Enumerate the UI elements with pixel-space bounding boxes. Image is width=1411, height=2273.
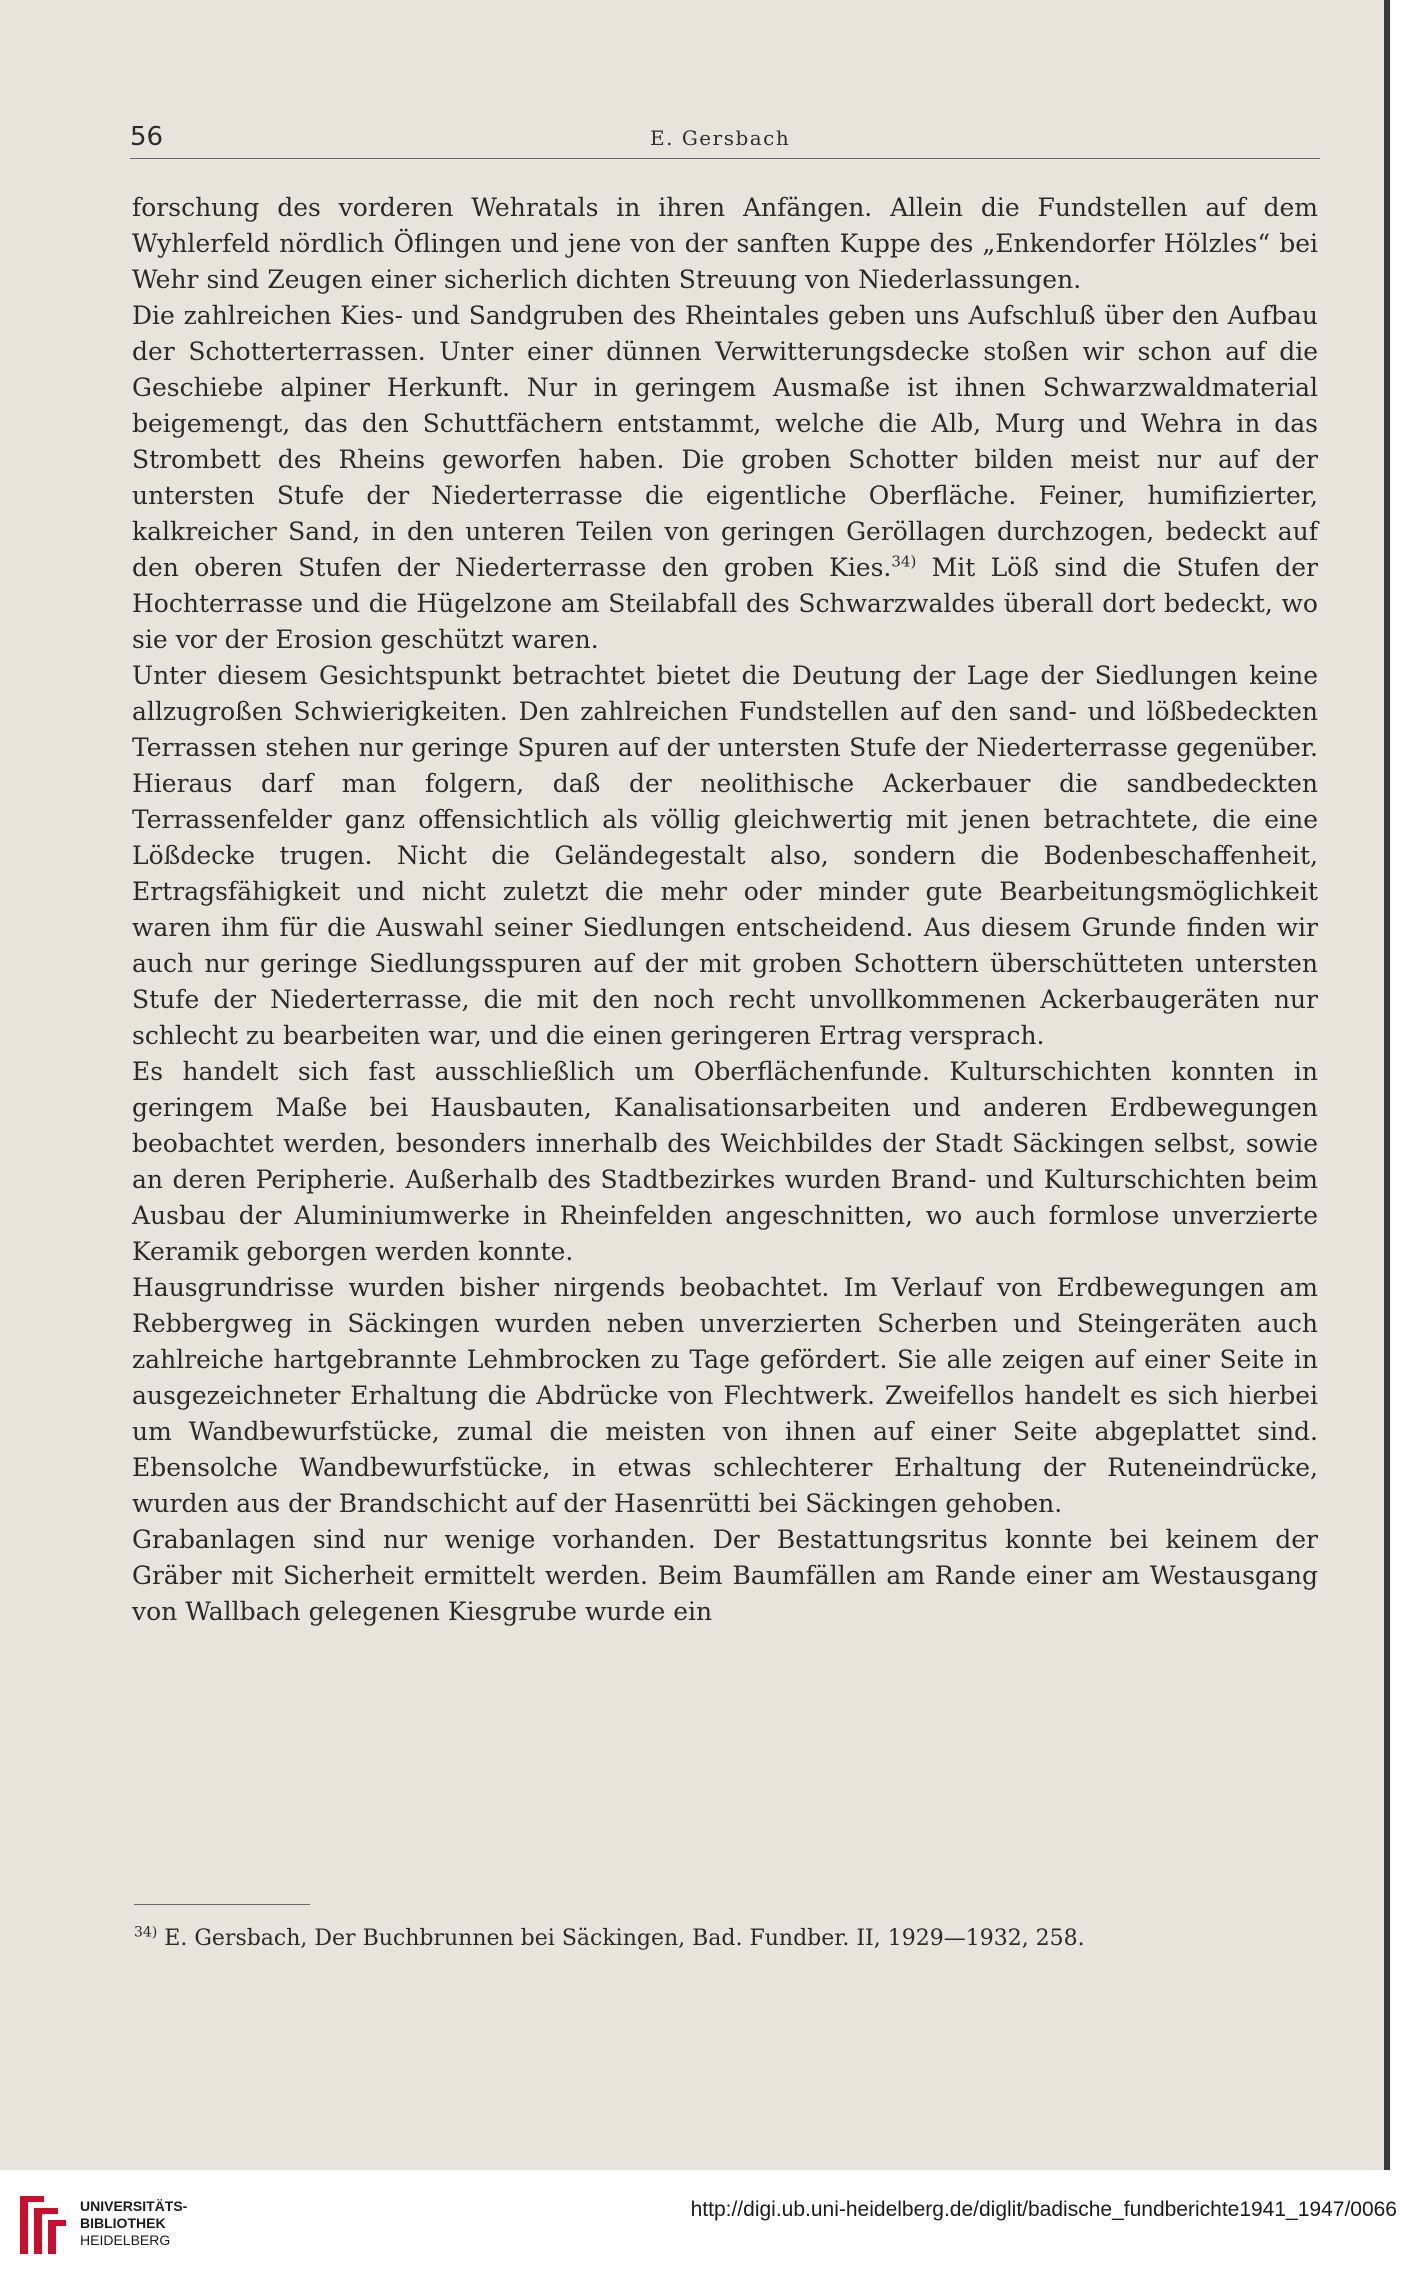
paragraph-2 (132, 298, 1318, 658)
footnote-reference: 34) (891, 552, 917, 571)
paragraph-2-tail: Mit Löß sind die Stufen der Hochterrasse und die Hügelzone am Steilabfall des Schwarzwaldes überall dort bedeckt, wo sie vor der Erosion geschützt waren. (132, 553, 1318, 654)
paragraph-1: forschung des vorderen Wehratals in ihren Anfängen. Allein die Fundstellen auf dem Wyhlerfeld nördlich Öflingen und jene von der sanften Kuppe des „Enkendorfer Hölzles“ bei Wehr sind Zeugen einer sicherlich dichten Streuung von Niederlassungen. (132, 193, 1318, 294)
footnote-text: E. Gersbach, Der Buchbrunnen bei Säckingen, Bad. Fundber. II, 1929—1932, 258. (164, 1926, 1085, 1951)
digitization-footer (0, 2176, 1411, 2273)
ub-heidelberg-logo-icon (14, 2192, 70, 2258)
source-url-link[interactable]: http://digi.ub.uni-heidelberg.de/diglit/badische_fundberichte1941_1947/0066 (690, 2198, 1397, 2221)
library-name: UNIVERSITÄTS- BIBLIOTHEK HEIDELBERG (80, 2198, 188, 2248)
paragraph-6: Grabanlagen sind nur wenige vorhanden. Der Bestattungsritus konnte bei keinem der Gräber mit Sicherheit ermittelt werden. Beim Baumfällen am Rande einer am Westausgang von Wallbach gelegenen Kiesgrube wurde ein (132, 1525, 1318, 1626)
running-head (130, 118, 1320, 159)
footnote-mark: 34) (134, 1924, 158, 1941)
paragraph-4: Es handelt sich fast ausschließlich um Oberflächenfunde. Kulturschichten konnten in geringem Maße bei Hausbauten, Kanalisationsarbeiten und anderen Erdbewegungen beobachtet werden, besonders innerhalb des Weichbildes der Stadt Säckingen selbst, sowie an deren Peripherie. Außerhalb des Stadtbezirkes wurden Brand- und Kulturschichten beim Ausbau der Aluminiumwerke in Rheinfelden angeschnitten, wo auch formlose unverzierte Keramik geborgen werden konnte. (132, 1057, 1318, 1266)
running-title: E. Gersbach (650, 126, 791, 150)
footnote (134, 1924, 1320, 1954)
paragraph-5: Hausgrundrisse wurden bisher nirgends beobachtet. Im Verlauf von Erdbewegungen am Rebbergweg in Säckingen wurden neben unverzierten Scherben und Steingeräten auch zahlreiche hartgebrannte Lehmbrocken zu Tage gefördert. Sie alle zeigen auf einer Seite in ausgezeichneter Erhaltung die Abdrücke von Flechtwerk. Zweifellos handelt es sich hierbei um Wandbewurfstücke, zumal die meisten von ihnen auf einer Seite abgeplattet sind. Ebensolche Wandbewurfstücke, in etwas schlechterer Erhaltung der Ruteneindrücke, wurden aus der Brandschicht auf der Hasenrütti bei Säckingen gehoben. (132, 1273, 1318, 1518)
footnote-divider (134, 1904, 310, 1905)
page-number: 56 (130, 122, 164, 152)
body-text (132, 190, 1318, 1630)
paragraph-3: Unter diesem Gesichtspunkt betrachtet bietet die Deutung der Lage der Siedlungen keine allzugroßen Schwierigkeiten. Den zahlreichen Fundstellen auf den sand- und lößbedeckten Terrassen stehen nur geringe Spuren auf der untersten Stufe der Niederterrasse gegenüber. Hieraus darf man folgern, daß der neolithische Ackerbauer die sandbedeckten Terrassenfelder ganz offensichtlich als völlig gleichwertig mit jenen betrachtete, die eine Lößdecke trugen. Nicht die Geländegestalt also, sondern die Bodenbeschaffenheit, Ertragsfähigkeit und nicht zuletzt die mehr oder minder gute Bearbeitungsmöglichkeit waren ihm für die Auswahl seiner Siedlungen entscheidend. Aus diesem Grunde finden wir auch nur geringe Siedlungsspuren auf der mit groben Schottern überschütteten untersten Stufe der Niederterrasse, die mit den noch recht unvollkommenen Ackerbaugeräten nur schlecht zu bearbeiten war, und die einen geringeren Ertrag versprach. (132, 661, 1318, 1050)
paragraph-2-text: Die zahlreichen Kies- und Sandgruben des Rheintales geben uns Aufschluß über den Aufbau der Schotterterrassen. Unter einer dünnen Verwitterungsdecke stoßen wir schon auf die Geschiebe alpiner Herkunft. Nur in geringem Ausmaße ist ihnen Schwarzwaldmaterial beigemengt, das den Schuttfächern entstammt, welche die Alb, Murg und Wehra in das Strombett des Rheins geworfen haben. Die groben Schotter bilden meist nur auf der untersten Stufe der Niederterrasse die eigentliche Oberfläche. Feiner, humifizierter, kalkreicher Sand, in den unteren Teilen von geringen Geröllagen durchzogen, bedeckt auf den oberen Stufen der Niederterrasse den groben Kies. (132, 301, 1318, 582)
